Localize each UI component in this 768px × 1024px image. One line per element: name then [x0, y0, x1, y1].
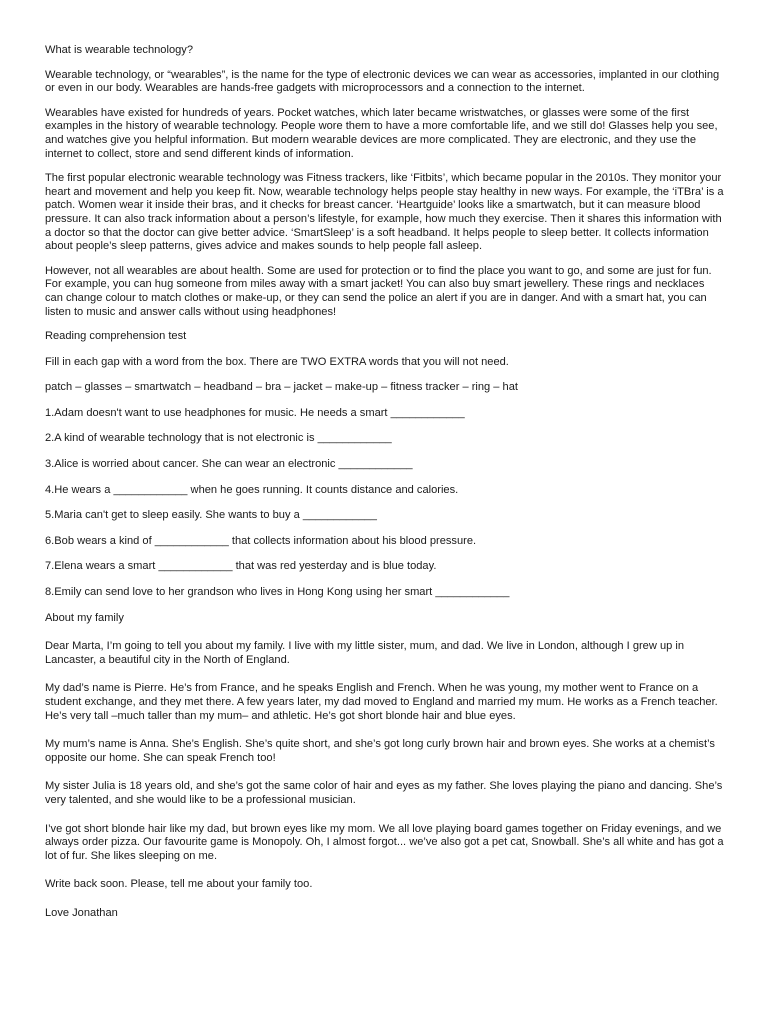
word-box: patch – glasses – smartwatch – headband – bra – jacket – make-up – fitness tracker – ring – hat	[45, 381, 518, 394]
wearables-paragraph-1: Wearable technology, or “wearables”, is the name for the type of electronic devices we can wear as accessories, implanted in our clothing or even in our body. Wearables are hands-free gadgets with microprocessors and a connection to the internet.	[45, 68, 720, 95]
test-instruction: Fill in each gap with a word from the box. There are TWO EXTRA words that you will not need.	[45, 355, 509, 368]
test-heading: Reading comprehension test	[45, 330, 187, 343]
wearables-paragraph-2: Wearables have existed for hundreds of years. Pocket watches, which later became wristwatches, or glasses were some of the first examples in the history of wearable technology. People wore them to have a more comfortable life, and we still do! Glasses help you see, and watches give you helpful information. But modern wearable devices are more complicated. They are electronic, and they use the internet to collect, store and send different kinds of information.	[45, 106, 718, 160]
question-2: 2.A kind of wearable technology that is not electronic is ____________	[45, 432, 392, 445]
family-paragraph-1: Dear Marta, I’m going to tell you about my family. I live with my little sister, mum, and dad. We live in London, although I grew up in Lancaster, a beautiful city in the North of England.	[45, 640, 685, 666]
question-7: 7.Elena wears a smart ____________ that was red yesterday and is blue today.	[45, 560, 437, 573]
family-paragraph-5: I’ve got short blonde hair like my dad, but brown eyes like my mom. We all love playing board games together on Friday evenings, and we always order pizza. Our favourite game is Monopoly. Oh, I almost forgot... we’ve also got a pet cat, Snowball. She’s all white and has got a lot of fur. She likes sleeping on me.	[45, 822, 724, 862]
wearables-heading: What is wearable technology?	[45, 44, 193, 56]
letter-closing: Write back soon. Please, tell me about your family too.	[45, 878, 313, 891]
family-paragraph-2: My dad’s name is Pierre. He’s from France, and he speaks English and French. When he was young, my mother went to France on a student exchange, and they met there. A few years later, my dad moved to England and married my mum. He works as a French teacher. He’s very tall –much taller than my mum– and athletic. He’s got short blonde hair and blue eyes.	[45, 682, 718, 722]
question-5: 5.Maria can't get to sleep easily. She wants to buy a ____________	[45, 509, 377, 522]
wearables-paragraph-3: The first popular electronic wearable technology was Fitness trackers, like ‘Fitbits’, which became popular in the 2010s. They monitor your heart and movement and help you keep fit. Now, wearable technology helps people stay healthy in new ways. For example, the ‘iTBra’ is a patch. Women wear it inside their bras, and it checks for breast cancer. ‘Heartguide’ looks like a smartwatch, but it can measure blood pressure. It can also track information about a person’s lifestyle, for example, how much they exercise. Then it shares this information with a doctor so that the doctor can give better advice. ‘SmartSleep’ is a soft headband. It helps people to sleep better. It collects information about people’s sleep patterns, gives advice and makes sounds to help people fall asleep.	[45, 172, 724, 253]
letter-signoff: Love Jonathan	[45, 906, 118, 919]
family-paragraph-3: My mum’s name is Anna. She’s English. She’s quite short, and she’s got long curly brown hair and brown eyes. She works at a chemist’s opposite our home. She can speak French too!	[45, 738, 715, 764]
family-paragraph-4: My sister Julia is 18 years old, and she’s got the same color of hair and eyes as my father. She loves playing the piano and dancing. She’s very talented, and she would like to be a professional musician.	[45, 780, 723, 806]
question-8: 8.Emily can send love to her grandson who lives in Hong Kong using her smart ____________	[45, 586, 510, 599]
question-4: 4.He wears a ____________ when he goes running. It counts distance and calories.	[45, 483, 459, 496]
question-6: 6.Bob wears a kind of ____________ that collects information about his blood pressure.	[45, 534, 477, 547]
question-1: 1.Adam doesn't want to use headphones for music. He needs a smart ____________	[45, 406, 465, 419]
question-3: 3.Alice is worried about cancer. She can wear an electronic ____________	[45, 458, 413, 471]
wearables-paragraph-4: However, not all wearables are about health. Some are used for protection or to find the place you want to go, and some are just for fun. For example, you can hug someone from miles away with a smart jacket! You can also buy smart jewellery. These rings and necklaces can change colour to match clothes or make-up, or they can send the police an alert if you are in danger. And with a smart hat, you can listen to music and answer calls without using headphones!	[45, 264, 712, 318]
family-heading: About my family	[45, 611, 124, 624]
document-page	[45, 44, 725, 921]
